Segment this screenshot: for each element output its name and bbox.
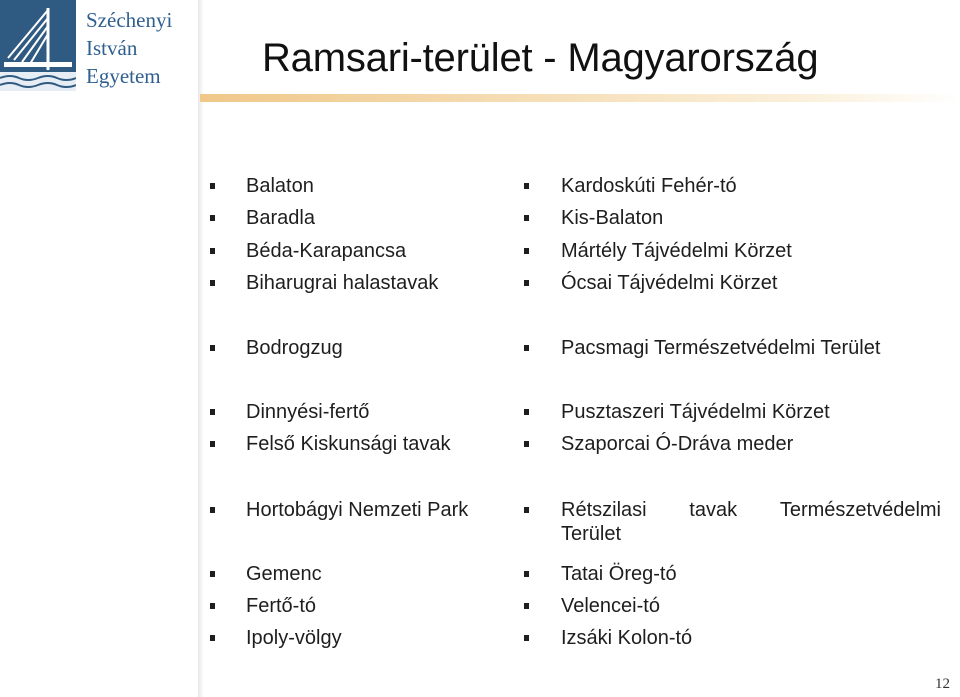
list-item	[246, 498, 468, 522]
bullet-icon	[210, 248, 215, 254]
list-item-label: Kis-Balaton	[561, 207, 664, 229]
logo-bridge-icon	[0, 0, 76, 91]
bullet-icon	[210, 280, 215, 286]
list-item	[246, 336, 343, 360]
list-item-label: Balaton	[246, 175, 314, 197]
bullet-icon	[524, 280, 529, 286]
list-item	[561, 626, 692, 650]
list-item-word: Rétszilasi	[561, 499, 647, 521]
list-item-label: Mártély Tájvédelmi Körzet	[561, 240, 792, 262]
list-item	[246, 206, 315, 230]
title-underline-bar	[200, 94, 960, 102]
list-item-label: Fertő-tó	[246, 595, 317, 617]
list-item-label: Felső Kiskunsági tavak	[246, 433, 451, 455]
bullet-icon	[210, 215, 215, 221]
list-item-label: Biharugrai halastavak	[246, 272, 439, 294]
bullet-icon	[210, 571, 215, 577]
list-item-label: Szaporcai Ó-Dráva meder	[561, 433, 794, 455]
list-item	[246, 174, 314, 198]
list-item-label: Bodrogzug	[246, 337, 343, 359]
page-number: 12	[935, 676, 950, 692]
list-item	[561, 206, 663, 230]
list-item-label: Baradla	[246, 207, 315, 229]
bullet-icon	[210, 183, 215, 189]
list-item	[246, 562, 322, 586]
bullet-icon	[210, 409, 215, 415]
bullet-icon	[524, 248, 529, 254]
list-item-label: Gemenc	[246, 563, 322, 585]
list-item	[561, 336, 880, 360]
list-item-label-line-1	[561, 498, 941, 522]
list-item-label: Dinnyési-fertő	[246, 401, 370, 423]
bullet-icon	[524, 441, 529, 447]
bullet-icon	[524, 215, 529, 221]
bullet-icon	[524, 571, 529, 577]
list-item	[246, 400, 369, 424]
list-item-word: Természetvédelmi	[779, 499, 941, 521]
university-name-line-2: István	[86, 36, 138, 60]
bullet-icon	[524, 345, 529, 351]
university-logo-emblem	[0, 0, 76, 91]
list-item-label: Tatai Öreg-tó	[561, 563, 677, 585]
bullet-icon	[210, 441, 215, 447]
list-item-word: tavak	[689, 499, 738, 521]
list-item	[246, 271, 438, 295]
list-item	[561, 271, 777, 295]
list-item-label: Izsáki Kolon-tó	[561, 627, 693, 649]
list-item	[246, 239, 406, 263]
list-item	[561, 432, 793, 456]
list-item-label: Pusztaszeri Tájvédelmi Körzet	[561, 401, 830, 423]
list-item-label: Velencei-tó	[561, 595, 660, 617]
list-item-label: Hortobágyi Nemzeti Park	[246, 499, 469, 521]
vertical-divider	[198, 0, 204, 697]
list-item-label: Ócsai Tájvédelmi Körzet	[561, 272, 778, 294]
list-item-label-line-2: Terület	[561, 523, 622, 545]
list-item	[246, 432, 451, 456]
list-item	[561, 562, 677, 586]
bullet-icon	[524, 635, 529, 641]
list-item-label: Béda-Karapancsa	[246, 240, 407, 262]
university-name	[86, 6, 196, 90]
bullet-icon	[524, 603, 529, 609]
slide-title: Ramsari-terület - Magyarország	[262, 36, 819, 80]
list-item	[561, 498, 941, 546]
list-item	[561, 239, 792, 263]
list-item	[246, 626, 342, 650]
university-name-line-1: Széchenyi	[86, 8, 173, 32]
list-item-label: Pacsmagi Természetvédelmi Terület	[561, 337, 881, 359]
list-item	[561, 594, 660, 618]
bullet-icon	[210, 345, 215, 351]
list-item-label: Ipoly-völgy	[246, 627, 342, 649]
list-item-label: Kardoskúti Fehér-tó	[561, 175, 737, 197]
list-item	[246, 594, 316, 618]
list-item	[561, 400, 830, 424]
bullet-icon	[210, 603, 215, 609]
bullet-icon	[210, 635, 215, 641]
university-name-line-3: Egyetem	[86, 64, 161, 88]
bullet-icon	[524, 183, 529, 189]
list-item	[561, 174, 737, 198]
bullet-icon	[524, 507, 529, 513]
bullet-icon	[524, 409, 529, 415]
bullet-icon	[210, 507, 215, 513]
